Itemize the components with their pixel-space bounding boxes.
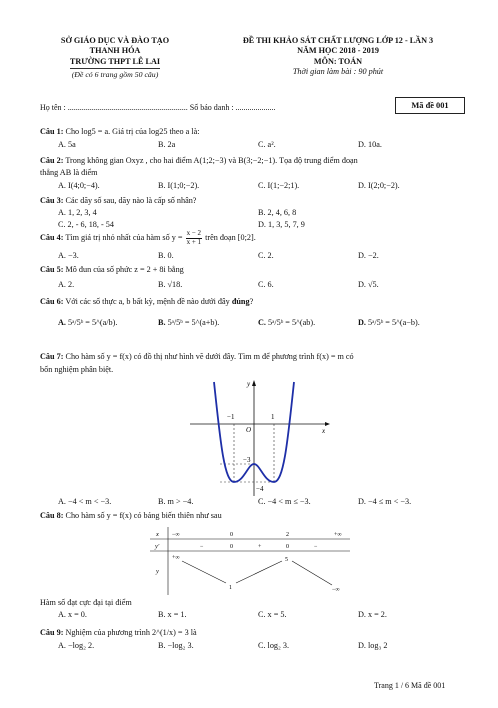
exam-title: ĐỀ THI KHẢO SÁT CHẤT LƯỢNG LỚP 12 - LẦN 3 bbox=[242, 36, 434, 45]
option-d[interactable]: D. 10a. bbox=[358, 140, 382, 149]
option-b[interactable]: B. 0. bbox=[158, 251, 174, 260]
department-header bbox=[40, 36, 190, 79]
arrow-down bbox=[292, 561, 332, 585]
question-9 bbox=[40, 628, 470, 638]
option-d[interactable]: D. −4 ≤ m < −3. bbox=[358, 497, 412, 506]
header-rule bbox=[70, 68, 160, 69]
option-d[interactable]: D. √5. bbox=[358, 280, 379, 289]
option-a[interactable]: A. 1, 2, 3, 4 bbox=[58, 208, 97, 217]
question-text-pre: Với các số thực a, b bất kỳ, mệnh đề nào dưới đây bbox=[65, 297, 230, 306]
school-year: NĂM HỌC 2018 - 2019 bbox=[297, 46, 379, 56]
option-c[interactable]: C. I(1;−2;1). bbox=[258, 181, 300, 190]
question-text: Mô đun của số phức z = 2 + 8i bằng bbox=[65, 265, 184, 274]
option-d[interactable]: D. 5ᵃ/5ᵇ = 5^(a−b). bbox=[358, 318, 420, 327]
x-value: +∞ bbox=[334, 532, 342, 538]
question-text: Trong không gian Oxyz , cho hai điểm A(1;2;−3) và B(3;−2;−1). Tọa độ trung điểm đoạn bbox=[65, 156, 358, 165]
question-text: Cho hàm số y = f(x) có đồ thị như hình vẽ dưới đây. Tìm m để phương trình f(x) = m có bbox=[65, 352, 354, 361]
question-text: Cho hàm số y = f(x) có bảng biến thiên như sau bbox=[65, 511, 222, 520]
denominator: x + 1 bbox=[186, 237, 202, 246]
tick-neg3: −3 bbox=[243, 456, 251, 464]
question-2-cont: thẳng AB là điểm bbox=[40, 168, 98, 177]
dept-line1: SỞ GIÁO DỤC VÀ ĐÀO TẠO bbox=[60, 36, 170, 45]
exam-header bbox=[196, 36, 480, 77]
x-axis-arrow bbox=[325, 422, 330, 426]
option-b[interactable]: B. x = 1. bbox=[158, 610, 187, 619]
y-axis-arrow bbox=[252, 380, 256, 386]
question-label: Câu 2: bbox=[40, 156, 64, 165]
option-c[interactable]: C. −4 < m ≤ −3. bbox=[258, 497, 311, 506]
row-y-label: y bbox=[156, 568, 159, 575]
question-label: Câu 1: bbox=[40, 127, 64, 136]
option-c[interactable]: C. x = 5. bbox=[258, 610, 287, 619]
function-graph bbox=[190, 378, 330, 496]
option-b[interactable]: B. 2, 4, 6, 8 bbox=[258, 208, 297, 217]
option-d[interactable]: D. I(2;0;−2). bbox=[358, 181, 400, 190]
option-c[interactable]: C. log₂ 3. bbox=[258, 641, 290, 650]
option-d-text: 5ᵃ/5ᵇ = 5^(a−b). bbox=[368, 318, 420, 327]
y-axis-label: y bbox=[247, 380, 251, 388]
sign: − bbox=[200, 544, 204, 550]
question-label: Câu 9: bbox=[40, 628, 64, 637]
question-2 bbox=[40, 156, 470, 166]
numerator: x − 2 bbox=[186, 229, 202, 238]
option-a[interactable]: A. x = 0. bbox=[58, 610, 87, 619]
fraction bbox=[186, 230, 202, 246]
page-footer: Trang 1 / 6 Mã đề 001 bbox=[374, 681, 446, 690]
question-7 bbox=[40, 352, 470, 362]
option-b[interactable]: B. √18. bbox=[158, 280, 183, 289]
option-c-text: 5ᵃ/5ᵇ = 5^(ab). bbox=[268, 318, 316, 327]
arrow-down bbox=[182, 561, 226, 583]
option-c[interactable]: C. 2, - 6, 18, - 54 bbox=[58, 220, 114, 229]
question-text-pre: Tìm giá trị nhỏ nhất của hàm số y = bbox=[65, 233, 183, 242]
question-text-bold: đúng bbox=[231, 297, 250, 306]
option-c[interactable]: C. 5ᵃ/5ᵇ = 5^(ab). bbox=[258, 318, 316, 327]
question-label: Câu 3: bbox=[40, 196, 64, 205]
pages-note: (Đề có 6 trang gồm 50 câu) bbox=[71, 69, 159, 79]
row-yprime-label: y' bbox=[155, 543, 160, 550]
variation-table bbox=[150, 527, 350, 595]
option-c[interactable]: C. 6. bbox=[258, 280, 274, 289]
question-6 bbox=[40, 297, 470, 307]
option-a[interactable]: A. −4 < m < −3. bbox=[58, 497, 112, 506]
sign: + bbox=[258, 544, 262, 550]
candidate-line: Họ tên : ............................................................ Số báo danh : .................... bbox=[40, 103, 276, 112]
y-value: −∞ bbox=[332, 587, 340, 593]
question-7-cont: bốn nghiệm phân biệt. bbox=[40, 365, 114, 374]
option-a-text: 5ᵃ/5ᵇ = 5^(a/b). bbox=[68, 318, 118, 327]
x-value: 2 bbox=[286, 532, 289, 538]
question-5 bbox=[40, 265, 470, 275]
exam-code-box: Mã đề 001 bbox=[395, 97, 465, 114]
option-a[interactable]: A. 5ᵃ/5ᵇ = 5^(a/b). bbox=[58, 318, 118, 327]
sign: 0 bbox=[230, 544, 233, 550]
x-value: 0 bbox=[230, 532, 233, 538]
option-a[interactable]: A. 5a bbox=[58, 140, 76, 149]
option-a[interactable]: A. 2. bbox=[58, 280, 75, 289]
question-text-post: ? bbox=[249, 297, 254, 306]
question-text-post: trên đoạn [0;2]. bbox=[205, 233, 256, 242]
option-b-text: 5ᵃ/5ᵇ = 5^(a+b). bbox=[167, 318, 220, 327]
question-text: Các dãy số sau, dãy nào là cấp số nhân? bbox=[65, 196, 197, 205]
option-b[interactable]: B. I(1;0;−2). bbox=[158, 181, 200, 190]
option-b[interactable]: B. −log₂ 3. bbox=[158, 641, 194, 650]
exam-time: Thời gian làm bài : 90 phút bbox=[292, 66, 384, 76]
option-a[interactable]: A. −log₂ 2. bbox=[58, 641, 95, 650]
y-value: +∞ bbox=[172, 555, 180, 561]
option-d[interactable]: D. log₃ 2 bbox=[358, 641, 388, 650]
option-a[interactable]: A. −3. bbox=[58, 251, 79, 260]
row-x-label: x bbox=[156, 531, 159, 538]
option-b[interactable]: B. m > −4. bbox=[158, 497, 194, 506]
question-8 bbox=[40, 511, 470, 521]
option-d[interactable]: D. x = 2. bbox=[358, 610, 387, 619]
question-4 bbox=[40, 230, 470, 246]
tick-neg1: −1 bbox=[227, 413, 235, 421]
option-d[interactable]: D. 1, 3, 5, 7, 9 bbox=[258, 220, 305, 229]
option-c[interactable]: C. a². bbox=[258, 140, 276, 149]
option-c[interactable]: C. 2. bbox=[258, 251, 274, 260]
question-text: Nghiệm của phương trình 2^(1/x) = 3 là bbox=[65, 628, 197, 637]
option-a[interactable]: A. I(4;0;−4). bbox=[58, 181, 100, 190]
school-name: TRƯỜNG THPT LÊ LAI bbox=[69, 56, 161, 66]
question-label: Câu 8: bbox=[40, 511, 64, 520]
question-label: Câu 4: bbox=[40, 233, 64, 242]
option-d[interactable]: D. −2. bbox=[358, 251, 379, 260]
subject: MÔN: TOÁN bbox=[313, 56, 363, 66]
question-8-cont: Hàm số đạt cực đại tại điểm bbox=[40, 598, 132, 607]
y-value: 5 bbox=[285, 557, 288, 563]
question-3 bbox=[40, 196, 470, 206]
arrow-up bbox=[236, 561, 282, 583]
question-label: Câu 7: bbox=[40, 352, 64, 361]
question-label: Câu 6: bbox=[40, 297, 64, 306]
y-value: 1 bbox=[229, 585, 232, 591]
option-b[interactable]: B. 5ᵃ/5ᵇ = 5^(a+b). bbox=[158, 318, 220, 327]
dept-line2: THANH HÓA bbox=[89, 46, 141, 56]
sign: 0 bbox=[286, 544, 289, 550]
question-text: Cho log5 = a. Giá trị của log25 theo a là: bbox=[65, 127, 200, 136]
question-label: Câu 5: bbox=[40, 265, 64, 274]
sign: − bbox=[314, 544, 318, 550]
origin-label: O bbox=[246, 426, 252, 434]
tick-neg4: −4 bbox=[256, 485, 264, 493]
x-axis-label: x bbox=[322, 427, 326, 435]
x-value: −∞ bbox=[172, 532, 180, 538]
question-1 bbox=[40, 127, 470, 137]
tick-pos1: 1 bbox=[271, 413, 275, 421]
option-b[interactable]: B. 2a bbox=[158, 140, 176, 149]
